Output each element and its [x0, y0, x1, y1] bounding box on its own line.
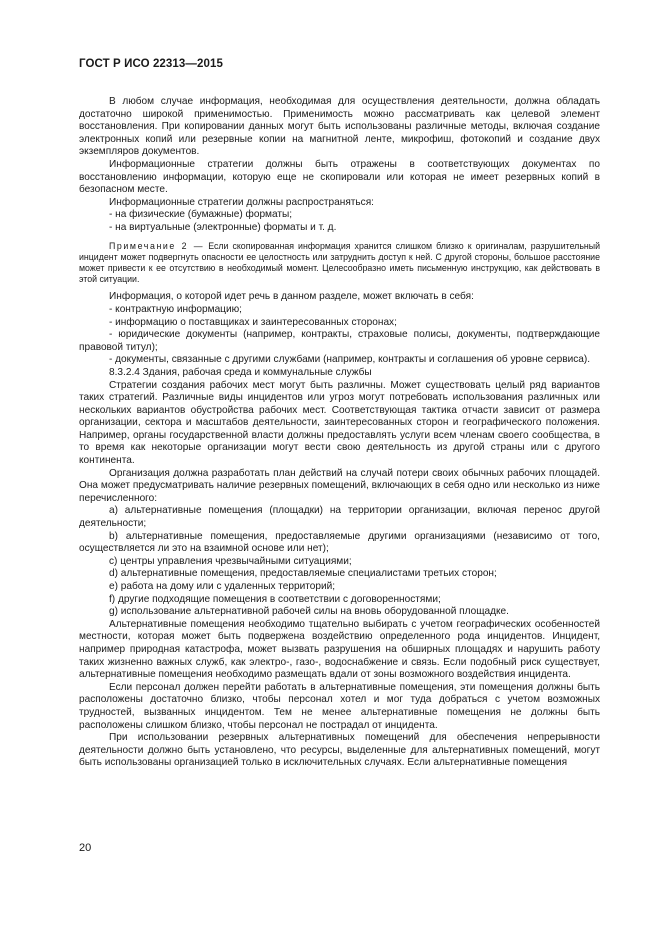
document-header: ГОСТ Р ИСО 22313—2015	[79, 58, 224, 70]
list-item: - документы, связанные с другими службами (например, контракты и соглашения об уровне сервиса).	[109, 354, 591, 366]
list-item: - юридические документы (например, контракты, страховые полисы, документы, подтверждающие правовой титул);	[79, 329, 600, 353]
paragraph: Стратегии создания рабочих мест могут быть различны. Может существовать целый ряд вариантов таких стратегий. Различные виды инцидентов или угроз могут потребовать использования различных или нескольких вариантов обустройства рабочих мест. Соответствующая тактика отчасти зависит от размера организации, сектора и масштабов деятельности, заинтересованных сторон и географического положения. Например, органы государственной власти должны предоставлять услуги всем членам своего сообщества, в то время как некоторые организации могут вести свою деятельность из другой страны или с другого континента.	[79, 379, 600, 467]
list-item: e) работа на дому или с удаленных территорий;	[109, 581, 336, 592]
list-item: - информацию о поставщиках и заинтересованных сторонах;	[109, 316, 397, 328]
document-body	[79, 96, 600, 770]
section-heading: 8.3.2.4 Здания, рабочая среда и коммунальные службы	[109, 366, 372, 378]
list-item: b) альтернативные помещения, предоставляемые другими организациями (независимо от того, осуществляется ли это на взаимной основе или нет);	[79, 530, 600, 555]
note-text: Если скопированная информация хранится слишком близко к оригиналам, разрушительный инцидент может подвергнуть опасности ее целостность или затруднить доступ к ней. С другой стороны, большое расстояние может привести к ее отсутствию в необходимый момент. Целесообразно иметь письменную инструкцию, как действовать в этой ситуации.	[79, 240, 600, 285]
note	[79, 241, 600, 286]
list-item: c) центры управления чрезвычайными ситуациями;	[109, 555, 352, 567]
paragraph: Альтернативные помещения необходимо тщательно выбирать с учетом географических особенностей местности, которая может быть подвержена воздействию определенного рода инцидентов. Инцидент, например природная катастрофа, может вызвать разрушения на обширных площадях и нарушить работу таких жизненно важных служб, как электро-, газо-, водоснабжение и связь. Если подобный риск существует, альтернативные помещения необходимо размещать вдали от зоны возможного воздействия инцидента.	[79, 618, 600, 681]
list-item: a) альтернативные помещения (площадки) на территории организации, включая перенос другой деятельности;	[79, 505, 600, 530]
list-item: d) альтернативные помещения, предоставляемые специалистами третьих сторон;	[109, 568, 497, 580]
list-item: f) другие подходящие помещения в соответствии с договоренностями;	[109, 593, 441, 605]
page-number: 20	[79, 842, 92, 854]
paragraph: Организация должна разработать план действий на случай потери своих обычных рабочих площадей. Она может предусматривать наличие резервных помещений, включающих в себя одно или несколько из ниже перечисленного:	[79, 467, 600, 504]
list-item: - на виртуальные (электронные) форматы и т. д.	[109, 221, 337, 233]
note-label: Примечание 2 —	[109, 240, 205, 251]
paragraph: Информация, о которой идет речь в данном разделе, может включать в себя:	[109, 291, 474, 303]
paragraph: Информационные стратегии должны быть отражены в соответствующих документах по восстановлению информации, которую еще не скопировали или которая не имеет резервных копий в безопасном месте.	[79, 158, 600, 196]
paragraph: В любом случае информация, необходимая для осуществления деятельности, должна обладать достаточно широкой применимостью. Применимость можно рассматривать как целевой элемент восстановления. При копировании данных могут быть использованы различные методы, включая создание электронных копий или резервные копии на магнитной ленте, микрофиш, фотокопий и создание двух экземпляров документов.	[79, 96, 600, 158]
list-item: - контрактную информацию;	[109, 303, 242, 315]
paragraph: При использовании резервных альтернативных помещений для обеспечения непрерывности деятельности должно быть установлено, что ресурсы, выделенные для альтернативных помещений, могут быть использованы организацией только в исключительных случаях. Если альтернативные помещения	[79, 732, 600, 769]
paragraph: Если персонал должен перейти работать в альтернативные помещения, эти помещения должны быть расположены достаточно близко, чтобы персонал хотел и мог туда добраться с учетом возможных трудностей, вызванных инцидентом. Тем не менее альтернативные помещения не должны быть расположены слишком близко, чтобы персонал не пострадал от инцидента.	[79, 681, 600, 731]
list-item: - на физические (бумажные) форматы;	[109, 209, 293, 221]
list-item: g) использование альтернативной рабочей силы на вновь оборудованной площадке.	[109, 606, 509, 618]
paragraph: Информационные стратегии должны распространяться:	[109, 196, 374, 208]
